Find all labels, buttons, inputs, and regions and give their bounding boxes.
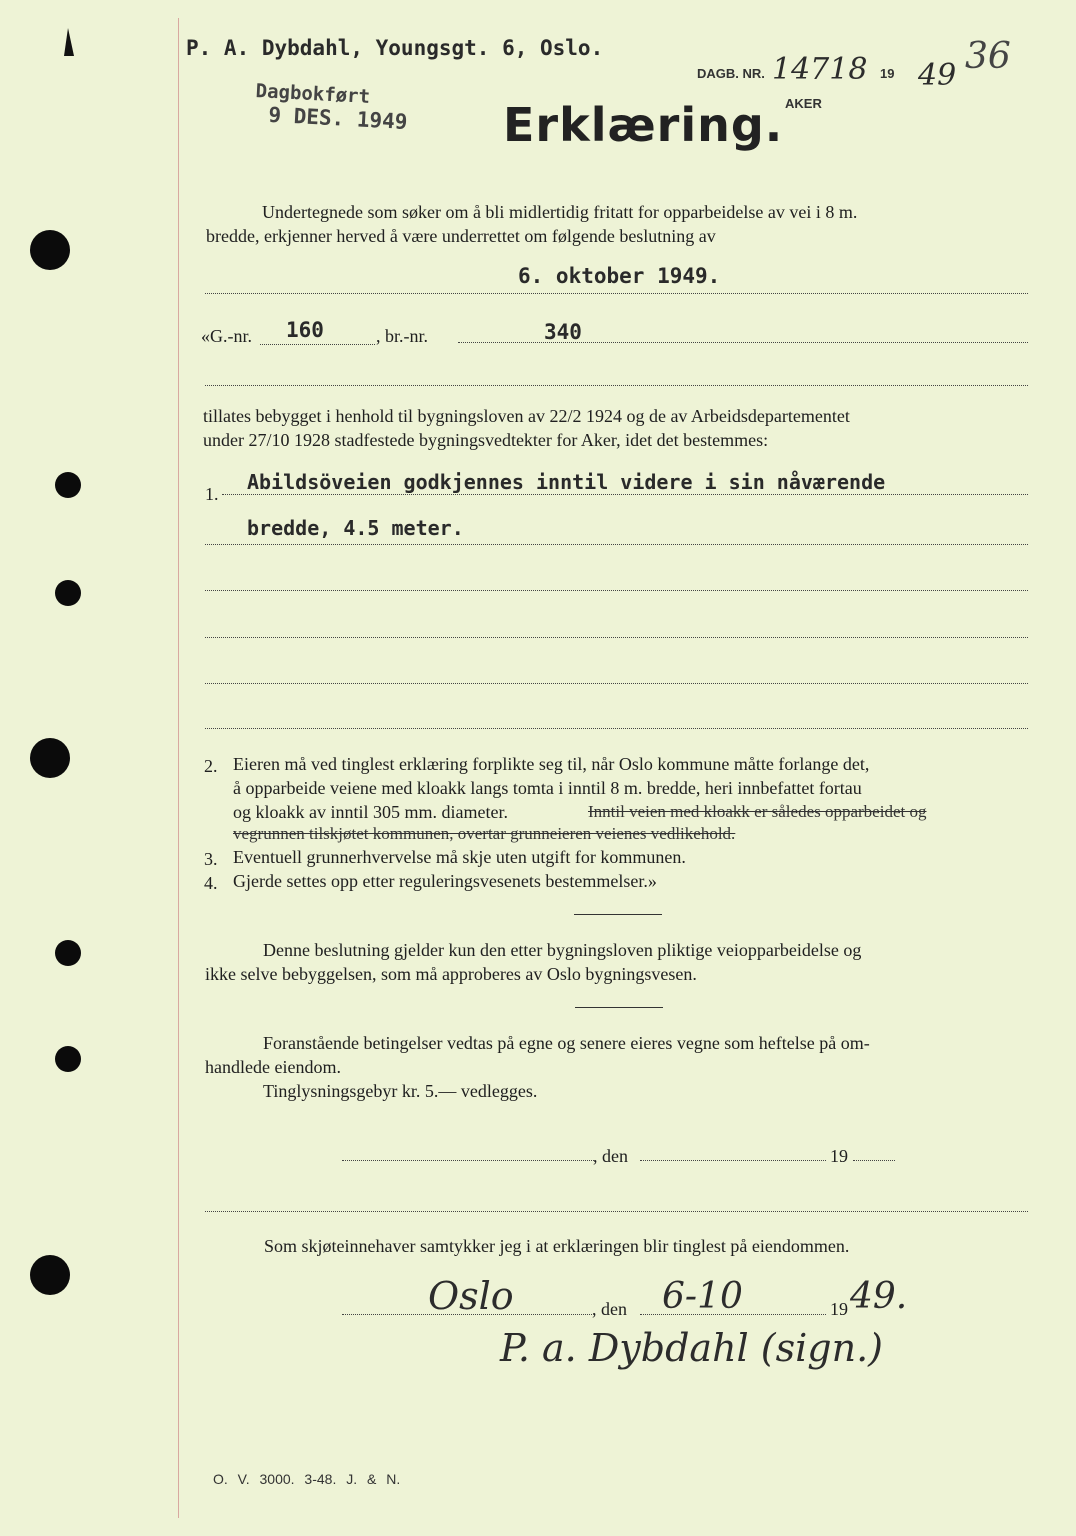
blank-line	[205, 1211, 1028, 1212]
intro-line-1: Undertegnede som søker om å bli midlertidig fritatt for opparbeidelse av vei i 8 m.	[262, 202, 858, 222]
punch-hole	[30, 1255, 70, 1295]
aker-label: AKER	[785, 96, 822, 111]
condition-line	[205, 637, 1028, 638]
received-stamp	[254, 80, 409, 134]
permission-line-2: under 27/10 1928 stadfestede bygningsvedtekter for Aker, idet det bestemmes:	[203, 430, 769, 450]
notice-line-1: Denne beslutning gjelder kun den etter bygningsloven pliktige veiopparbeidelse og	[263, 940, 862, 960]
terms-line-1: Foranstående betingelser vedtas på egne og senere eieres vegne som heftelse på om-	[263, 1033, 870, 1053]
signature-year-prefix: 19	[830, 1299, 848, 1319]
dagb-number: 14718	[772, 52, 868, 87]
signature-name: P. a. Dybdahl (sign.)	[500, 1326, 883, 1370]
decision-date: 6. oktober 1949.	[518, 264, 721, 288]
condition-line	[205, 728, 1028, 729]
date-blank	[640, 1160, 826, 1161]
condition-3-number: 3.	[204, 849, 218, 869]
condition-1-line-1: Abildsöveien godkjennes inntil videre i sin nåværende	[247, 470, 886, 494]
signature-date: 6-10	[662, 1276, 743, 1317]
dagb-year-label: 19	[880, 66, 895, 81]
gnr-value: 160	[286, 318, 324, 342]
condition-4-number: 4.	[204, 873, 218, 893]
dagb-year: 49	[918, 58, 957, 93]
section-divider	[574, 914, 662, 915]
punch-hole	[55, 580, 81, 606]
margin-rule	[178, 18, 179, 1518]
signature-place: Oslo	[428, 1274, 514, 1318]
print-footer: O. V. 3000. 3-48. J. & N.	[213, 1471, 401, 1487]
stamp-date: 9 DES. 1949	[267, 102, 409, 134]
page-number: 36	[965, 36, 1011, 77]
document-title: Erklæring.	[503, 98, 784, 152]
punch-hole	[55, 1046, 81, 1072]
brnr-line	[458, 342, 1028, 343]
condition-line	[205, 590, 1028, 591]
brnr-label: , br.-nr.	[376, 326, 428, 346]
blank-line	[205, 385, 1028, 386]
signature-year: 49.	[850, 1276, 908, 1317]
condition-2-struck-1: Inntil veien med kloakk er således opparbeidet og	[588, 802, 927, 821]
condition-2-number: 2.	[204, 756, 218, 776]
section-divider	[575, 1007, 663, 1008]
signature-den-label: , den	[592, 1299, 627, 1319]
stamp-label: Dagbokført	[255, 80, 371, 108]
punch-hole	[30, 230, 70, 270]
place-blank	[342, 1160, 594, 1161]
intro-line-2: bredde, erkjenner herved å være underrettet om følgende beslutning av	[206, 226, 716, 246]
gnr-label: «G.-nr.	[201, 326, 252, 346]
punch-hole	[55, 940, 81, 966]
condition-1-number: 1.	[205, 484, 219, 504]
condition-2-line-3: og kloakk av inntil 305 mm. diameter.	[233, 802, 508, 822]
condition-line	[222, 494, 1028, 495]
sender-line: P. A. Dybdahl, Youngsgt. 6, Oslo.	[186, 36, 604, 60]
condition-2-line-2: å opparbeide veiene med kloakk langs tomta i inntil 8 m. bredde, heri innbefattet fortau	[233, 778, 862, 798]
blank-year-label: 19	[830, 1146, 848, 1166]
consent-text: Som skjøteinnehaver samtykker jeg i at erklæringen blir tinglest på eiendommen.	[264, 1236, 850, 1256]
year-blank	[853, 1160, 895, 1161]
condition-4-text: Gjerde settes opp etter reguleringsvesenets bestemmelser.»	[233, 871, 657, 891]
terms-line-3: Tinglysningsgebyr kr. 5.— vedlegges.	[263, 1081, 538, 1101]
blank-den-label: , den	[593, 1146, 628, 1166]
permission-line-1: tillates bebygget i henhold til bygningsloven av 22/2 1924 og de av Arbeidsdepartementet	[203, 406, 850, 426]
terms-line-2: handlede eiendom.	[205, 1057, 341, 1077]
condition-line	[205, 683, 1028, 684]
condition-2-line-1: Eieren må ved tinglest erklæring forplikte seg til, når Oslo kommune måtte forlange det,	[233, 754, 870, 774]
notice-line-2: ikke selve bebyggelsen, som må approberes av Oslo bygningsvesen.	[205, 964, 697, 984]
condition-2-struck-2: vegrunnen tilskjøtet kommunen, overtar grunneieren veienes vedlikehold.	[233, 824, 736, 843]
brnr-value: 340	[544, 320, 582, 344]
condition-1-line-2: bredde, 4.5 meter.	[247, 516, 464, 540]
signature-date-line	[640, 1314, 826, 1315]
date-line	[205, 293, 1028, 294]
condition-3-text: Eventuell grunnerhvervelse må skje uten utgift for kommunen.	[233, 847, 686, 867]
punch-hole	[30, 738, 70, 778]
gnr-line	[260, 344, 375, 345]
corner-mark	[58, 26, 78, 62]
dagb-label: DAGB. NR.	[697, 66, 765, 81]
condition-line	[205, 544, 1028, 545]
punch-hole	[55, 472, 81, 498]
signature-place-line	[342, 1314, 592, 1315]
